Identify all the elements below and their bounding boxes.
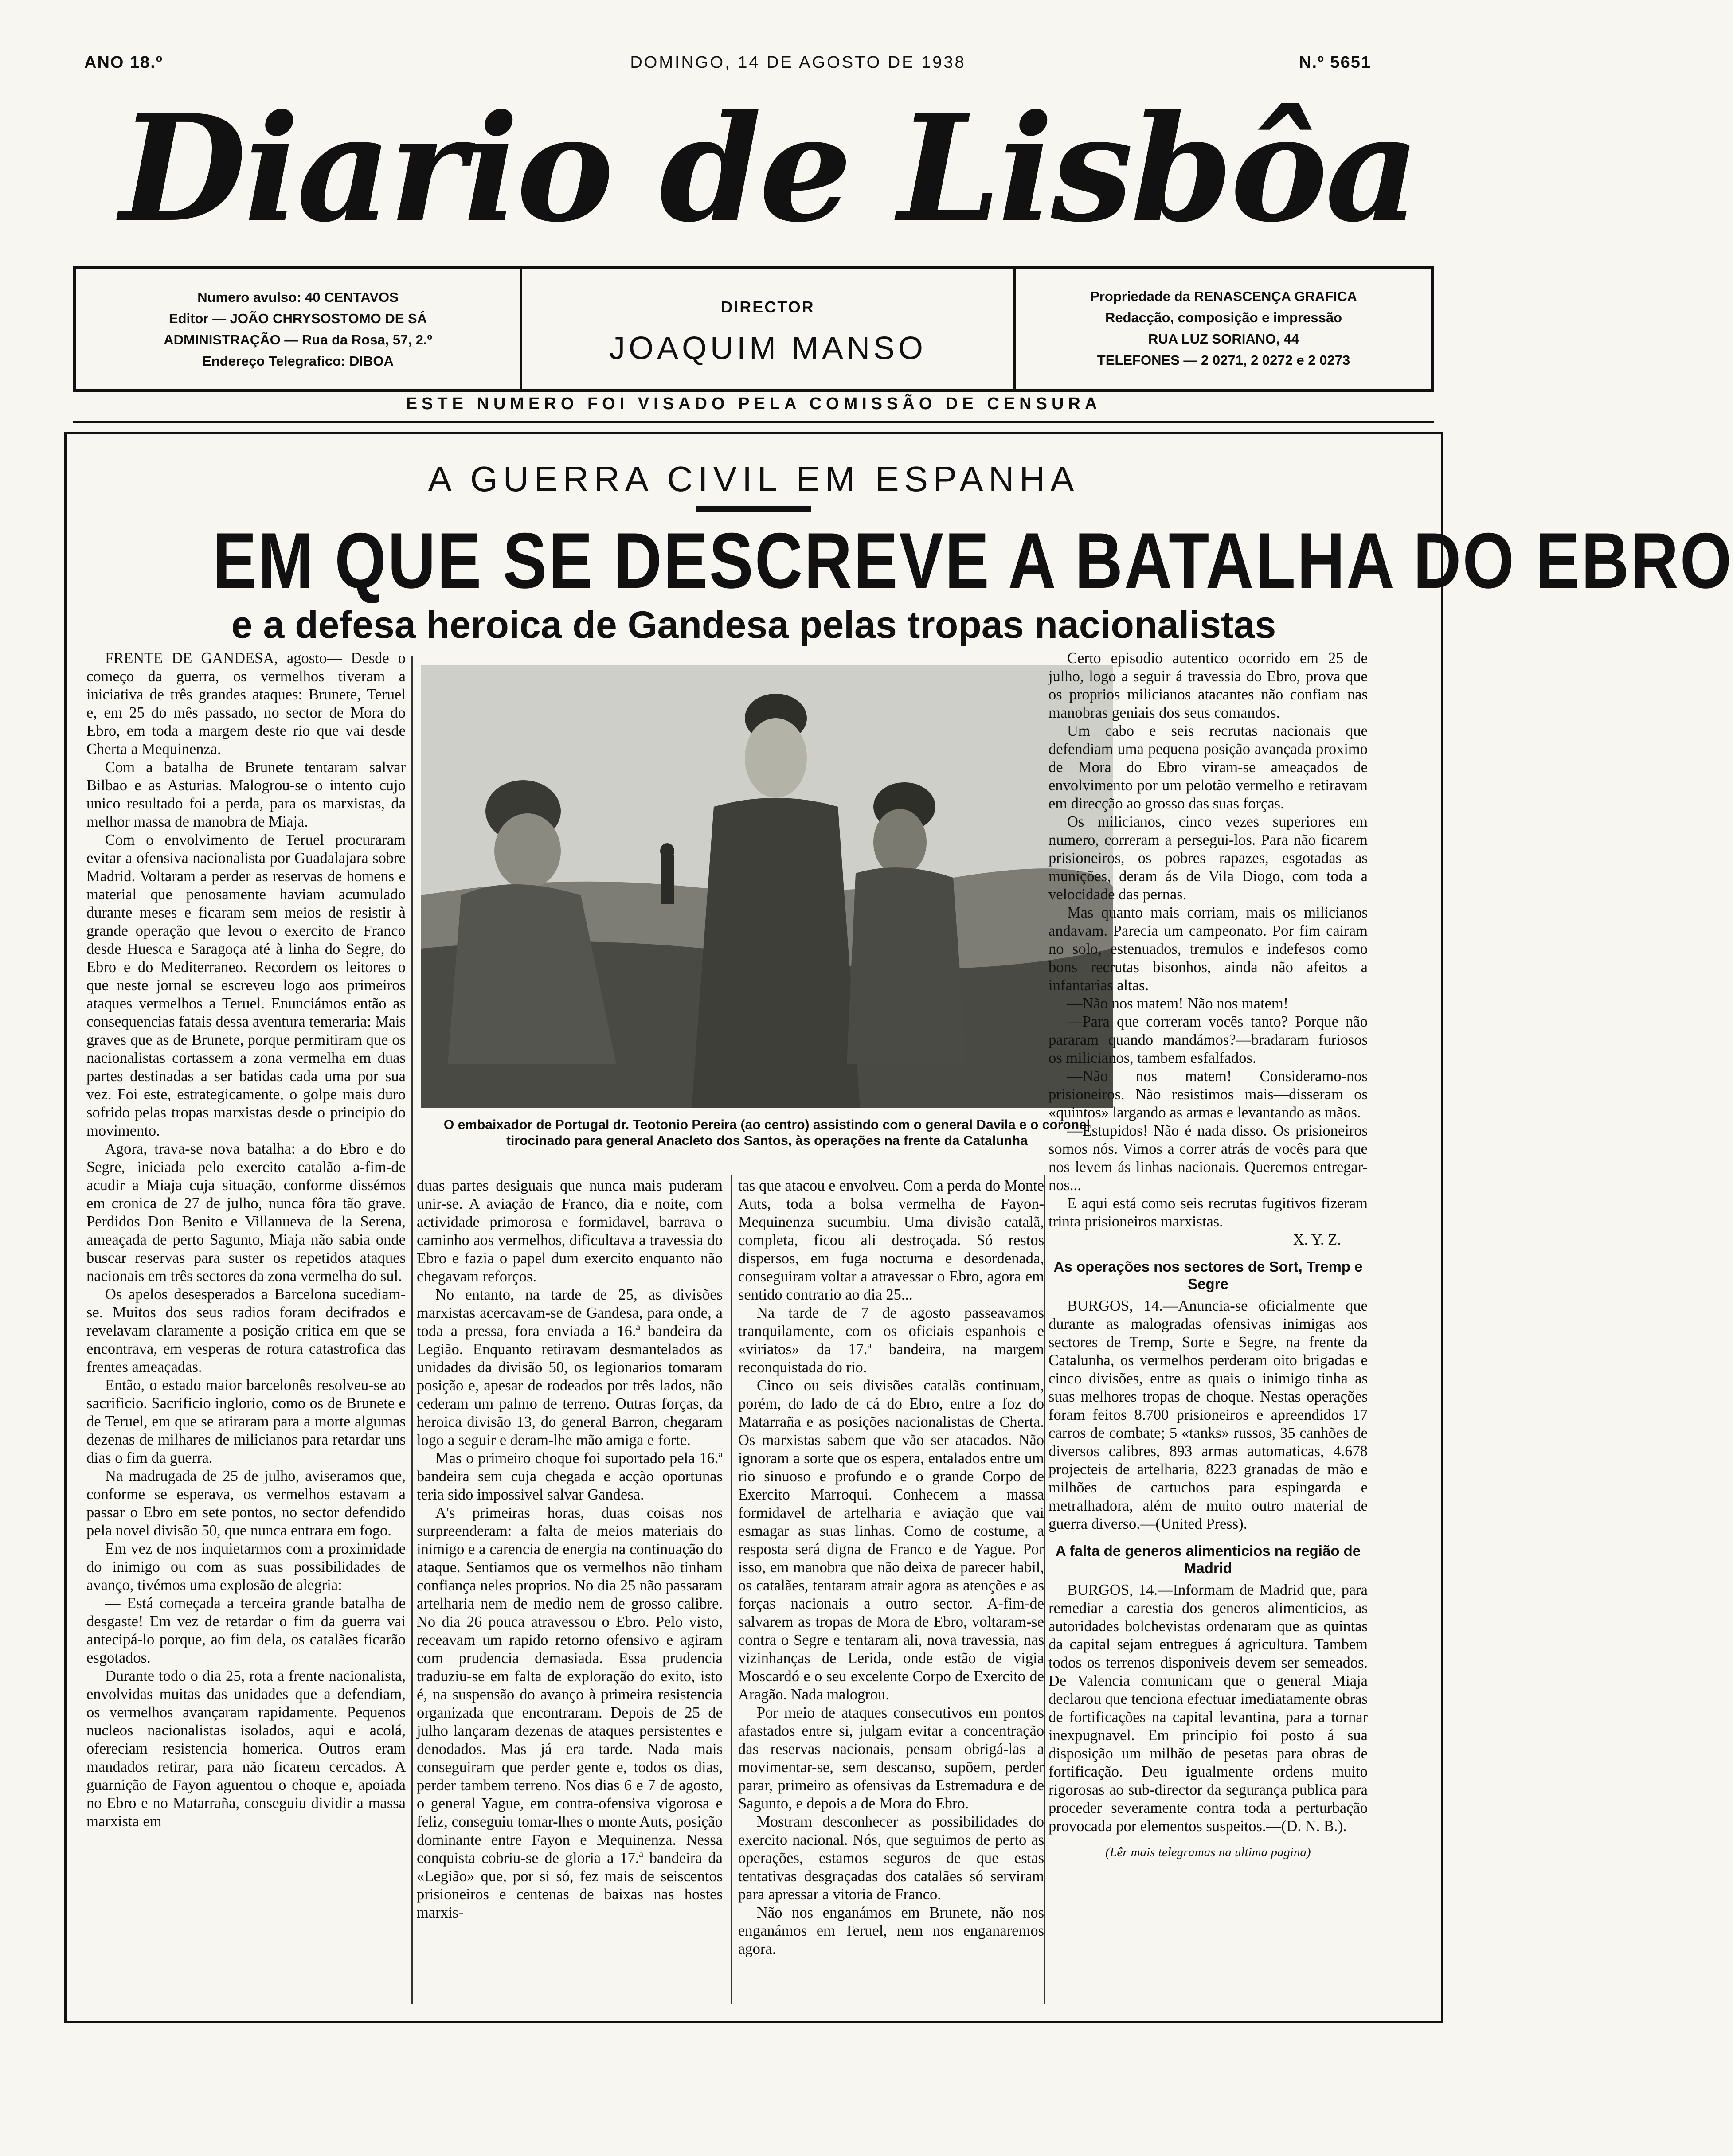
paragraph: Por meio de ataques consecutivos em pontos afastados entre si, julgam evitar a concentração das reservas nacionais, pensam obrigá-las a movimentar-se, sem descanso, supõem, perder parar, primeiro as ofensivas da Estremadura e de Sagunto, e depois a de Mora do Ebro. bbox=[738, 1704, 1044, 1812]
paragraph: Na madrugada de 25 de julho, aviseramos que, conforme se esperava, os vermelhos estavam a passar o Ebro em sete pontos, no sector defendido pela novel divisão 50, que nunca entrara em fogo. bbox=[86, 1468, 406, 1539]
issue-date: DOMINGO, 14 DE AGOSTO DE 1938 bbox=[630, 53, 966, 72]
paragraph: Durante todo o dia 25, rota a frente nacionalista, envolvidas muitas das unidades que a defendiam, os vermelhos avançaram rapidamente. Pequenos nucleos nacionalistas isolados, aqui e acolá, ofereciam resistencia homerica. Outros eram mandados retirar, para não ficarem cercados. A guarnição de Fayon aguentou o choque e, apoiada no Ebro e no Matarraña, conseguiu dividir a massa marxista em bbox=[86, 1668, 406, 1830]
article-signature: X. Y. Z. bbox=[1293, 1231, 1341, 1248]
paragraph: Mas quanto mais corriam, mais os milicianos andavam. Parecia um campeonato. Por fim cairam no solo, estenuados, tremulos e indefesos como bons recrutas bisonhos, ainda não afeitos a infantarias altas. bbox=[1048, 904, 1368, 994]
publisher-info-right bbox=[1016, 269, 1431, 389]
news-heading-madrid-food: A falta de generos alimenticios na região de Madrid bbox=[1055, 1543, 1361, 1576]
news-photo bbox=[421, 665, 1113, 1108]
director-label: DIRECTOR bbox=[721, 298, 815, 316]
paragraph: Os milicianos, cinco vezes superiores em numero, correram a persegui-los. Para não ficarem prisioneiros, os pobres rapazes, esgotadas as munições, deram ás de Vila Diogo, com toda a velocidade das pernas. bbox=[1048, 813, 1368, 903]
article-column-2 bbox=[417, 1177, 723, 2006]
masthead-title: Diario de Lisbôa bbox=[120, 82, 1418, 254]
office-line: Redacção, composição e impressão bbox=[1105, 310, 1342, 325]
news-body: BURGOS, 14.—Anuncia-se oficialmente que durante as malogradas ofensivas inimigas aos sectores de Tremp, Sorte e Segre, na frente da Catalunha, os vermelhos perderam oito brigadas e cinco divisões, entre as quais o inimigo tinha as suas melhores tropas de choque. Nestas operações foram feitos 8.700 prisioneiros e apreendidos 17 carros de combate; 5 «tanks» russos, 35 canhões de diversos calibres, 893 armas automaticas, 4.678 projecteis de artelharia, 8223 granadas de mão e milhões de cartuchos para espingarda e metralhadora, além de muito outro material de guerra diverso.—(United Press). bbox=[1048, 1297, 1368, 1532]
paragraph: A's primeiras horas, duas coisas nos surpreenderam: a falta de meios materiais do inimigo e a carencia de energia na continuação do ataque. Sentiamos que os vermelhos não tinham confiança neles proprios. No dia 25 não passaram artelharia nem de medio nem de grosso calibre. No dia 26 pouca atravessou o Ebro. Pelo visto, receavam um rapido retorno ofensivo e agiram com prudencia demasiada. Essa prudencia traduziu-se em falta de exploração do exito, isto é, na suspensão do avanço à primeira resistencia organizada que encontraram. Depois de 25 de julho lançaram dezenas de ataques persistentes e denodados. Mas já era tarde. Nada mais conseguiram que perder gente e, todos os dias, perder tambem terreno. Nos dias 6 e 7 de agosto, o general Yague, em contra-ofensiva vigorosa e feliz, conseguiu tomar-lhes o monte Auts, posição dominante entre Fayon e Mequinenza. Nessa conquista cobriu-se de gloria a 17.ª bandeira da «Legião» que, por si só, fez mais de seiscentos prisioneiros e centenas de baixas nas hostes marxis- bbox=[417, 1504, 723, 1921]
paragraph: — Está começada a terceira grande batalha de desgaste! Em vez de retardar o fim da guerra vai antecipá-lo porque, ao fim dela, os catalães ficarão esgotados. bbox=[86, 1595, 406, 1666]
photo-illustration bbox=[421, 665, 1113, 1108]
price-line: Numero avulso: 40 CENTAVOS bbox=[197, 289, 399, 305]
address-line: RUA LUZ SORIANO, 44 bbox=[1148, 331, 1299, 347]
column-rule bbox=[411, 656, 413, 2004]
news-body: BURGOS, 14.—Informam de Madrid que, para remediar a carestia dos generos alimenticios, as autoridades bolchevistas ordenaram que as quintas da capital sejam entregues á agricultura. Tambem todos os terrenos disponiveis devem ser semeados. De Valencia comunicam que o general Miaja declarou que tenciona efectuar imediatamente obras de fortificações na capital levantina, para a tornar inexpugnavel. Em principio foi posto á sua disposição um milhão de pesetas para obras de fortificação. Deu igualmente ordens muito rigorosas ao sub-director da segurança publica para proceder severamente contra toda a perturbação provocada por elementos suspeitos.—(D. N. B.). bbox=[1048, 1582, 1368, 1835]
paragraph: Certo episodio autentico ocorrido em 25 de julho, logo a seguir á travessia do Ebro, prova que os proprios milicianos atacantes não confiam nas manobras geniais dos seus comandos. bbox=[1048, 650, 1368, 721]
news-heading-sort-tremp-segre: As operações nos sectores de Sort, Tremp e Segre bbox=[1053, 1258, 1363, 1292]
phones-line: TELEFONES — 2 0271, 2 0272 e 2 0273 bbox=[1097, 352, 1350, 368]
column-rule bbox=[1044, 1175, 1045, 2004]
paragraph: —Não nos matem! Consideramo-nos prisioneiros. Não resistimos mais—disseram os «quintos» largando as armas e levantando as mãos. bbox=[1048, 1068, 1368, 1121]
year-volume: ANO 18.º bbox=[84, 53, 163, 72]
paragraph: Um cabo e seis recrutas nacionais que defendiam uma pequena posição avançada proximo de Mora do Ebro viram-se ameaçados de envolvimento por um pelotão vermelho e retiravam em direcção ao grosso das suas forças. bbox=[1048, 723, 1368, 812]
article-kicker: A GUERRA CIVIL EM ESPANHA bbox=[428, 459, 1080, 499]
telegraph-line: Endereço Telegrafico: DIBOA bbox=[202, 353, 394, 369]
property-line: Propriedade da RENASCENÇA GRAFICA bbox=[1090, 289, 1357, 304]
paragraph: FRENTE DE GANDESA, agosto— Desde o começo da guerra, os vermelhos tiveram a iniciativa de três grandes ataques: Brunete, Teruel e, em 25 do mês passado, no sector de Mora do Ebro, em toda a margem deste rio que vai desde Cherta a Mequinenza. bbox=[86, 650, 406, 758]
paragraph: E aqui está como seis recrutas fugitivos fizeram trinta prisioneiros marxistas. bbox=[1048, 1195, 1368, 1230]
paragraph: Com a batalha de Brunete tentaram salvar Bilbao e as Asturias. Malogrou-se o intento cujo unico resultado foi a perda, para os marxistas, da melhor massa de manobra de Miaja. bbox=[86, 759, 406, 830]
publisher-info-left bbox=[76, 269, 520, 389]
paragraph: Então, o estado maior barcelonês resolveu-se ao sacrificio. Sacrificio inglorio, como os de Brunete e de Teruel, em que se atiraram para a morte algumas dezenas de milhares de milicianos para retardar uns dias o fim da guerra. bbox=[86, 1377, 406, 1466]
article-column-4 bbox=[1048, 649, 1368, 2006]
photo-caption: O embaixador de Portugal dr. Teotonio Pereira (ao centro) assistindo com o general Davila e o coronel tirocinado para general Anacleto dos Santos, às operações na frente da Catalunha bbox=[443, 1117, 1091, 1148]
paragraph: No entanto, na tarde de 25, as divisões marxistas acercavam-se de Gandesa, para onde, a toda a pressa, fora enviada a 16.ª bandeira da Legião. Enquanto retiravam desmantelados as unidades da divisão 50, os legionarios tomaram posição e, apesar de rodeados por três lados, não cederam um palmo de terreno. Outras forças, da heroica divisão 13, do general Barron, chegaram logo a seguir e deram-lhe mão amiga e forte. bbox=[417, 1286, 723, 1449]
header-rule bbox=[73, 421, 1434, 423]
continued-note: (Lêr mais telegramas na ultima pagina) bbox=[1105, 1845, 1311, 1859]
director-name: JOAQUIM MANSO bbox=[609, 331, 927, 366]
censorship-notice: ESTE NUMERO FOI VISADO PELA COMISSÃO DE CENSURA bbox=[406, 394, 1102, 413]
paragraph: Mas o primeiro choque foi suportado pela 16.ª bandeira sem cuja chegada e acção oportunas teria sido impossivel salvar Gandesa. bbox=[417, 1450, 723, 1503]
paragraph: —Não nos matem! Não nos matem! bbox=[1067, 995, 1289, 1012]
editor-line: Editor — JOÃO CHRYSOSTOMO DE SÁ bbox=[168, 311, 427, 326]
paragraph: Cinco ou seis divisões catalãs continuam, porém, do lado de cá do Ebro, entre a foz do Matarraña e as posições nacionalistas de Cherta. Os marxistas sabem que vão ser atacados. Não ignoram a sorte que os espera, entalados entre um rio sinuoso e profundo e o grande Corpo de Exercito Marroqui. Conhecem a massa formidavel de artelharia e aviação que vai esmagar as suas linhas. Como de costume, a resposta será digna de Franco e de Yague. Por isso, em manobra que não deixa de parecer habil, os catalães, tentaram atrair agora as atenções e as forças nacionais a outro sector. A-fim-de salvarem as tropas de Mora de Ebro, voltaram-se contra o Segre e tentaram ali, nova travessia, nas vizinhanças de Lerida, onde estão de vigia Moscardó e o seu excelente Corpo de Exercito de Aragão. Nada malogrou. bbox=[738, 1377, 1044, 1703]
paragraph: —Para que correram vocês tanto? Porque não pararam quando mandámos?—bradaram furiosos os milicianos, tambem esfalfados. bbox=[1048, 1013, 1368, 1066]
paragraph: Agora, trava-se nova batalha: a do Ebro e do Segre, iniciada pelo exercito catalão a-fim-de acudir a Miaja cuja situação, conforme dissémos em cronica de 27 de julho, nunca fôra tão grave. Perdidos Don Benito e Villanueva de la Serena, ameaçada de perto Sagunto, Miaja não sabia onde buscar reservas para suster os repetidos ataques nacionais em três sectores da zona vermelha do sul. bbox=[86, 1140, 406, 1285]
paragraph: Mostram desconhecer as possibilidades do exercito nacional. Nós, que seguimos de perto as operações, estamos seguros de que estas tentativas desgraçadas dos catalães só serviram para apressar a vitoria de Franco. bbox=[738, 1813, 1044, 1903]
paragraph: —Estupidos! Não é nada disso. Os prisioneiros somos nós. Vimos a correr atrás de vocês para que nos levem ás linhas nacionais. Queremos entregar-nos... bbox=[1048, 1122, 1368, 1194]
paragraph: Em vez de nos inquietarmos com a proximidade do inimigo ou com as suas possibilidades de avanço, tivémos uma explosão de alegria: bbox=[86, 1540, 406, 1594]
article-headline: EM QUE SE DESCREVE A BATALHA DO EBRO bbox=[212, 516, 1733, 605]
paragraph: Com o envolvimento de Teruel procuraram evitar a ofensiva nacionalista por Guadalajara sobre Madrid. Voltaram a perder as reservas de homens e material que penosamente haviam acumulado durante meses e ficaram sem meios de resistir à grande operação que levou o exercito de Franco desde Huesca e Saragoça até à linha do Segre, do Ebro e do Mediterraneo. Recordem os leitores o que neste jornal se escreveu logo aos primeiros ataques vermelhos a Teruel. Enunciámos então as consequencias fatais dessa aventura temeraria: Mais graves que as de Brunete, porque permitiram que os nacionalistas cortassem a zona vermelha em duas partes destinadas a ser batidas cada uma por sua vez. Foi este, estrategicamente, o golpe mais duro sofrido pelas tropas marxistas desde o principio do movimento. bbox=[86, 832, 406, 1139]
paragraph: duas partes desiguais que nunca mais puderam unir-se. A aviação de Franco, dia e noite, com actividade primorosa e formidavel, barrava o caminho aos vermelhos, dificultava a travessia do Ebro e fazia o papel dum exercito enquanto não chegavam reforços. bbox=[417, 1177, 723, 1285]
paragraph: tas que atacou e envolveu. Com a perda do Monte Auts, toda a bolsa vermelha de Fayon-Mequinenza sucumbiu. Uma divisão catalã, completa, ficou ali destroçada. Só restos dispersos, em fuga nocturna e desordenada, conseguiram voltar a atravessar o Ebro, agora em sentido contrario ao dia 25... bbox=[738, 1177, 1044, 1303]
kicker-rule bbox=[696, 506, 811, 512]
director-block bbox=[520, 269, 1016, 389]
article-column-1 bbox=[86, 649, 406, 2006]
paragraph: Os apelos desesperados a Barcelona sucediam-se. Muitos dos seus radios foram decifrados e revelavam claramente a posição critica em que se encontrava, em vesperas de rotura catastrofica das frentes ameaçadas. bbox=[86, 1286, 406, 1375]
issue-number: N.º 5651 bbox=[1299, 53, 1371, 72]
paragraph: Na tarde de 7 de agosto passeavamos tranquilamente, com os oficiais espanhois e «viriatos» da 17.ª bandeira, na margem reconquistada do rio. bbox=[738, 1305, 1044, 1376]
article-column-3 bbox=[738, 1177, 1044, 2006]
column-rule bbox=[731, 1175, 732, 2004]
publisher-info-box bbox=[73, 266, 1434, 392]
article-subheadline: e a defesa heroica de Gandesa pelas tropas nacionalistas bbox=[231, 604, 1276, 646]
administration-line: ADMINISTRAÇÃO — Rua da Rosa, 57, 2.º bbox=[164, 332, 432, 348]
paragraph: Não nos enganámos em Brunete, não nos enganámos em Teruel, nem nos enganaremos agora. bbox=[738, 1904, 1044, 1957]
